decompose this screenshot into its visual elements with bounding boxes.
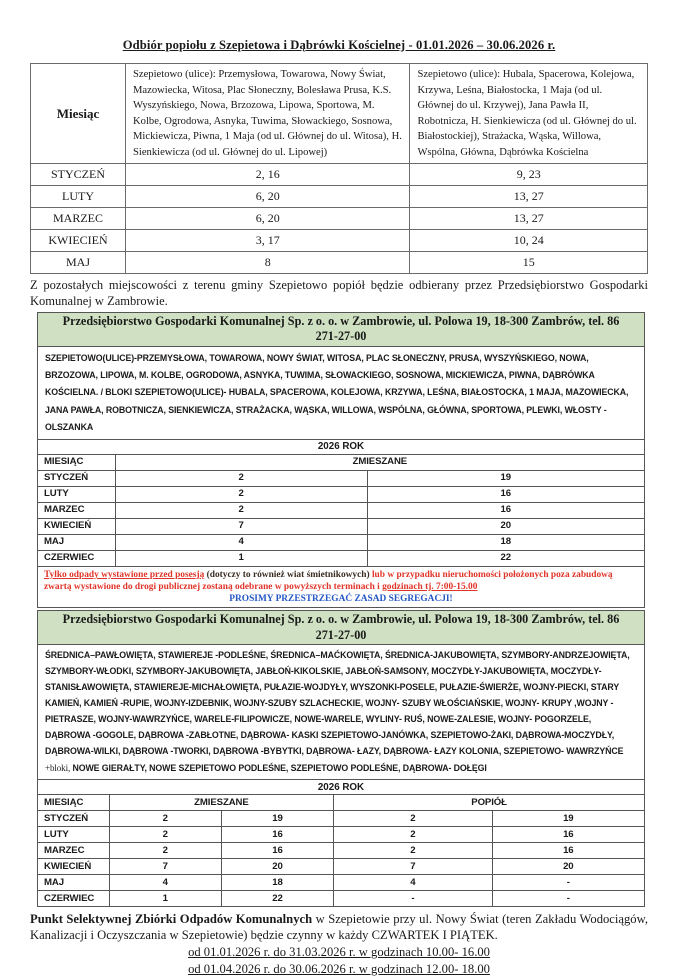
table-row bbox=[38, 875, 645, 891]
page-title: Odbiór popiołu z Szepietowa i Dąbrówki Kościelnej - 01.01.2026 – 30.06.2026 r. bbox=[122, 38, 556, 52]
streets-list: SZEPIETOWO(ULICE)-PRZEMYSŁOWA, TOWAROWA, NOWY ŚWIAT, WITOSA, PLAC SŁONECZNY, PRUSA, WYSZYŃSKIEGO, NOWA, BRZOZOWA, LIPOWA, M. KOLBE, OGRODOWA, ASNYKA, TUWIMA, SŁOWACKIEGO, SOSNOWA, MICKIEWICZA, PIWNA, DĄBRÓWKA KOŚCIELNA. / BLOKI SZEPIETOWO(ULICE)- HUBALA, SPACEROWA, KOLEJOWA, KRZYWA, LEŚNA, BIAŁOSTOCKA, 1 MAJA, MAZOWIECKA, JANA PAWŁA, ROBOTNICZA, SIENKIEWICZA, STRAŻACKA, WĄSKA, WILLOWA, WSPÓLNA, GŁÓWNA, SPORTOWA, PLEWKI, WŁOSTY -OLSZANKA bbox=[38, 347, 645, 440]
column-header-mixed: ZMIESZANE bbox=[109, 795, 334, 811]
dates-cell: 13, 27 bbox=[410, 186, 648, 208]
notice-underlined-2: godzinach tj. 7:00-15.00 bbox=[382, 581, 478, 592]
notice-red-text bbox=[44, 569, 638, 593]
streets-tail: NOWE GIERAŁTY, NOWE SZEPIETOWO PODLEŚNE, SZEPIETOWO PODLEŚNE, DĄBROWA- DOŁĘGI bbox=[70, 762, 487, 773]
date-cell: 16 bbox=[367, 486, 644, 502]
dates-cell: 9, 23 bbox=[410, 164, 648, 186]
date-cell: 16 bbox=[367, 502, 644, 518]
date-cell: 18 bbox=[221, 875, 333, 891]
date-cell: - bbox=[492, 891, 644, 907]
month-cell: MAJ bbox=[31, 252, 126, 274]
year-label: 2026 ROK bbox=[38, 439, 645, 454]
company-header-row bbox=[38, 312, 645, 346]
opening-hours-1: od 01.01.2026 r. do 31.03.2026 r. w godzinach 10.00- 16.00 bbox=[188, 945, 490, 960]
month-cell: STYCZEŃ bbox=[38, 811, 110, 827]
notice-row bbox=[38, 566, 645, 607]
dates-cell: 8 bbox=[126, 252, 410, 274]
date-cell: 2 bbox=[109, 811, 221, 827]
month-cell: MARZEC bbox=[31, 208, 126, 230]
dates-cell: 2, 16 bbox=[126, 164, 410, 186]
date-cell: 2 bbox=[115, 470, 367, 486]
date-cell: 2 bbox=[334, 827, 492, 843]
date-cell: 16 bbox=[221, 827, 333, 843]
column-header-month: Miesiąc bbox=[31, 64, 126, 164]
opening-hours-2: od 01.04.2026 r. do 30.06.2026 r. w godzinach 12.00- 18.00 bbox=[188, 961, 490, 976]
streets-bloki-note: +bloki, bbox=[45, 762, 71, 773]
table-header-row bbox=[38, 454, 645, 470]
dates-cell: 3, 17 bbox=[126, 230, 410, 252]
table-row bbox=[31, 208, 648, 230]
year-row bbox=[38, 780, 645, 795]
table-row bbox=[38, 470, 645, 486]
ash-schedule-table bbox=[30, 63, 648, 274]
month-cell: KWIECIEŃ bbox=[31, 230, 126, 252]
date-cell: 2 bbox=[109, 843, 221, 859]
year-row bbox=[38, 439, 645, 454]
table-row bbox=[38, 518, 645, 534]
month-cell: CZERWIEC bbox=[38, 550, 116, 566]
date-cell: 1 bbox=[109, 891, 221, 907]
table-header-row bbox=[31, 64, 648, 164]
pgk-zambrow-table-2 bbox=[37, 610, 645, 908]
date-cell: 2 bbox=[109, 827, 221, 843]
pszok-details: w Szepietowie przy ul. Nowy Świat (teren Zakładu Wodociągów, Kanalizacji i Oczyszczania w Szepietowie) będzie czynny w każdy CZWARTEK I PIĄTEK. bbox=[30, 912, 649, 942]
date-cell: 20 bbox=[221, 859, 333, 875]
column-header-month: MIESIĄC bbox=[38, 454, 116, 470]
date-cell: 7 bbox=[109, 859, 221, 875]
month-cell: CZERWIEC bbox=[38, 891, 110, 907]
table-row bbox=[38, 859, 645, 875]
column-header-mixed: ZMIESZANE bbox=[115, 454, 644, 470]
date-cell: 19 bbox=[221, 811, 333, 827]
month-cell: STYCZEŃ bbox=[31, 164, 126, 186]
month-cell: LUTY bbox=[38, 486, 116, 502]
notice-black-part: (dotyczy to również wiat śmietnikowych) bbox=[204, 569, 372, 580]
table-row bbox=[31, 186, 648, 208]
table-row bbox=[38, 550, 645, 566]
date-cell: 20 bbox=[492, 859, 644, 875]
date-cell: 1 bbox=[115, 550, 367, 566]
date-cell: 2 bbox=[334, 843, 492, 859]
table-row bbox=[31, 230, 648, 252]
month-cell: MARZEC bbox=[38, 502, 116, 518]
notice-underlined-1: Tylko odpady wystawione przed posesją bbox=[44, 569, 205, 580]
dates-cell: 10, 24 bbox=[410, 230, 648, 252]
pgk-zambrow-table-1 bbox=[37, 312, 645, 608]
streets-list bbox=[38, 645, 645, 780]
date-cell: 22 bbox=[367, 550, 644, 566]
company-header: Przedsiębiorstwo Gospodarki Komunalnej Sp. z o. o. w Zambrowie, ul. Polowa 19, 18-300 Zambrów, tel. 86 271-27-00 bbox=[38, 312, 645, 346]
table-row bbox=[38, 827, 645, 843]
month-cell: MAJ bbox=[38, 534, 116, 550]
date-cell: 2 bbox=[115, 502, 367, 518]
table-row bbox=[31, 252, 648, 274]
month-cell: KWIECIEŃ bbox=[38, 859, 110, 875]
streets-row bbox=[38, 645, 645, 780]
month-cell: MARZEC bbox=[38, 843, 110, 859]
month-cell: LUTY bbox=[31, 186, 126, 208]
date-cell: 7 bbox=[115, 518, 367, 534]
segregation-notice bbox=[38, 566, 645, 607]
year-label: 2026 ROK bbox=[38, 780, 645, 795]
table-row bbox=[38, 502, 645, 518]
date-cell: - bbox=[334, 891, 492, 907]
date-cell: 22 bbox=[221, 891, 333, 907]
table-header-row bbox=[38, 795, 645, 811]
streets-main: ŚREDNICA–PAWŁOWIĘTA, STAWIEREJE -PODLEŚNE, ŚREDNICA–MAĆKOWIĘTA, ŚREDNICA-JAKUBOWIĘTA, SZYMBORY-ANDRZEJOWIĘTA, SZYMBORY-WŁODKI, SZYMBORY-JAKUBOWIĘTA, JABŁOŃ-KIKOLSKIE, JABŁOŃ-SAMSONY, MOCZYDŁY-JAKUBOWIĘTA, MOCZYDŁY-STANISŁAWOWIĘTA, STAWIEREJE-MICHAŁOWIĘTA, PUŁAZIE-WOJDYŁY, WYSZONKI-POSELE, PUŁAZIE-ŚWIERŻE, WOJNY-PIECKI, STARY KAMIEŃ, KAMIEŃ -RUPIE, WOJNY-IZDEBNIK, WOJNY-SZUBY SZLACHECKIE, WOJNY- SZUBY WŁOŚCIAŃSKIE, WOJNY- KRUPY ,WOJNY -PIETRASZE, WOJNY-WAWRZYŃCE, WARELE-FILIPOWICZE, NOWE-WARELE, WYLINY- RUŚ, NOWE-ZALESIE, WOJNY- POGORZELE, DĄBROWA -GOGOLE, DĄBROWA -ZABŁOTNE, DĄBROWA- KASKI SZEPIETOWO-JANÓWKA, SZEPIETOWO-ŻAKI, DĄBROWA-MOCZYDŁY, DĄBROWA-WILKI, DĄBROWA -TWORKI, DĄBROWA -BYBYTKI, DĄBROWA- ŁAZY, DĄBROWA- ŁAZY KOLONIA, SZEPIETOWO- WAWRZYŃCE bbox=[45, 650, 630, 756]
date-cell: 4 bbox=[109, 875, 221, 891]
date-cell: 19 bbox=[367, 470, 644, 486]
column-header-zone-b: Szepietowo (ulice): Hubala, Spacerowa, Kolejowa, Krzywa, Leśna, Białostocka, 1 Maja (od ul. Głównej do ul. Krzywej), Jana Pawła II, Robotnicza, H. Sienkiewicza (od ul. Głównej do ul. Białostockiej), Strażacka, Wąska, Willowa, Wspólna, Główna, Dąbrówka Kościelna bbox=[410, 64, 648, 164]
pszok-info bbox=[30, 912, 648, 943]
dates-cell: 15 bbox=[410, 252, 648, 274]
column-header-month: MIESIĄC bbox=[38, 795, 110, 811]
date-cell: 16 bbox=[492, 843, 644, 859]
date-cell: 20 bbox=[367, 518, 644, 534]
date-cell: 4 bbox=[334, 875, 492, 891]
table-row bbox=[38, 843, 645, 859]
streets-row bbox=[38, 347, 645, 440]
month-cell: KWIECIEŃ bbox=[38, 518, 116, 534]
table-row bbox=[38, 534, 645, 550]
date-cell: 16 bbox=[492, 827, 644, 843]
company-header-row bbox=[38, 610, 645, 644]
other-localities-note: Z pozostałych miejscowości z terenu gminy Szepietowo popiół będzie odbierany przez Przedsiębiorstwo Gospodarki Komunalnej w Zambrowie. bbox=[30, 278, 648, 308]
column-header-ash: POPIÓŁ bbox=[334, 795, 645, 811]
column-header-zone-a: Szepietowo (ulice): Przemysłowa, Towarowa, Nowy Świat, Mazowiecka, Witosa, Plac Słoneczny, Bolesława Prusa, K.S. Wyszyńskiego, Nowa, Brzozowa, Lipowa, Sportowa, M. Kolbe, Ogrodowa, Asnyka, Tuwima, Słowackiego, Sosnowa, Mickiewicza, Piwna, 1 Maja (od ul. Głównej do ul. Witosa), H. Sienkiewicza (od ul. Głównej do ul. Lipowej) bbox=[126, 64, 410, 164]
date-cell: 16 bbox=[221, 843, 333, 859]
dates-cell: 6, 20 bbox=[126, 208, 410, 230]
notice-red-part: lub w przypadku nieruchomości położonych poza zabudową zwartą wystawione do drogi publicznej zostaną odebrane w powyższych terminach i bbox=[44, 569, 613, 592]
month-cell: STYCZEŃ bbox=[38, 470, 116, 486]
notice-blue-text: PROSIMY PRZESTRZEGAĆ ZASAD SEGREGACJI! bbox=[229, 593, 453, 604]
dates-cell: 6, 20 bbox=[126, 186, 410, 208]
date-cell: - bbox=[492, 875, 644, 891]
pszok-title: Punkt Selektywnej Zbiórki Odpadów Komunalnych bbox=[30, 912, 313, 927]
date-cell: 4 bbox=[115, 534, 367, 550]
date-cell: 2 bbox=[115, 486, 367, 502]
table-row bbox=[38, 486, 645, 502]
month-cell: MAJ bbox=[38, 875, 110, 891]
date-cell: 7 bbox=[334, 859, 492, 875]
date-cell: 19 bbox=[492, 811, 644, 827]
company-header: Przedsiębiorstwo Gospodarki Komunalnej Sp. z o. o. w Zambrowie, ul. Polowa 19, 18-300 Zambrów, tel. 86 271-27-00 bbox=[38, 610, 645, 644]
date-cell: 18 bbox=[367, 534, 644, 550]
dates-cell: 13, 27 bbox=[410, 208, 648, 230]
month-cell: LUTY bbox=[38, 827, 110, 843]
table-row bbox=[38, 891, 645, 907]
table-row bbox=[38, 811, 645, 827]
date-cell: 2 bbox=[334, 811, 492, 827]
table-row bbox=[31, 164, 648, 186]
